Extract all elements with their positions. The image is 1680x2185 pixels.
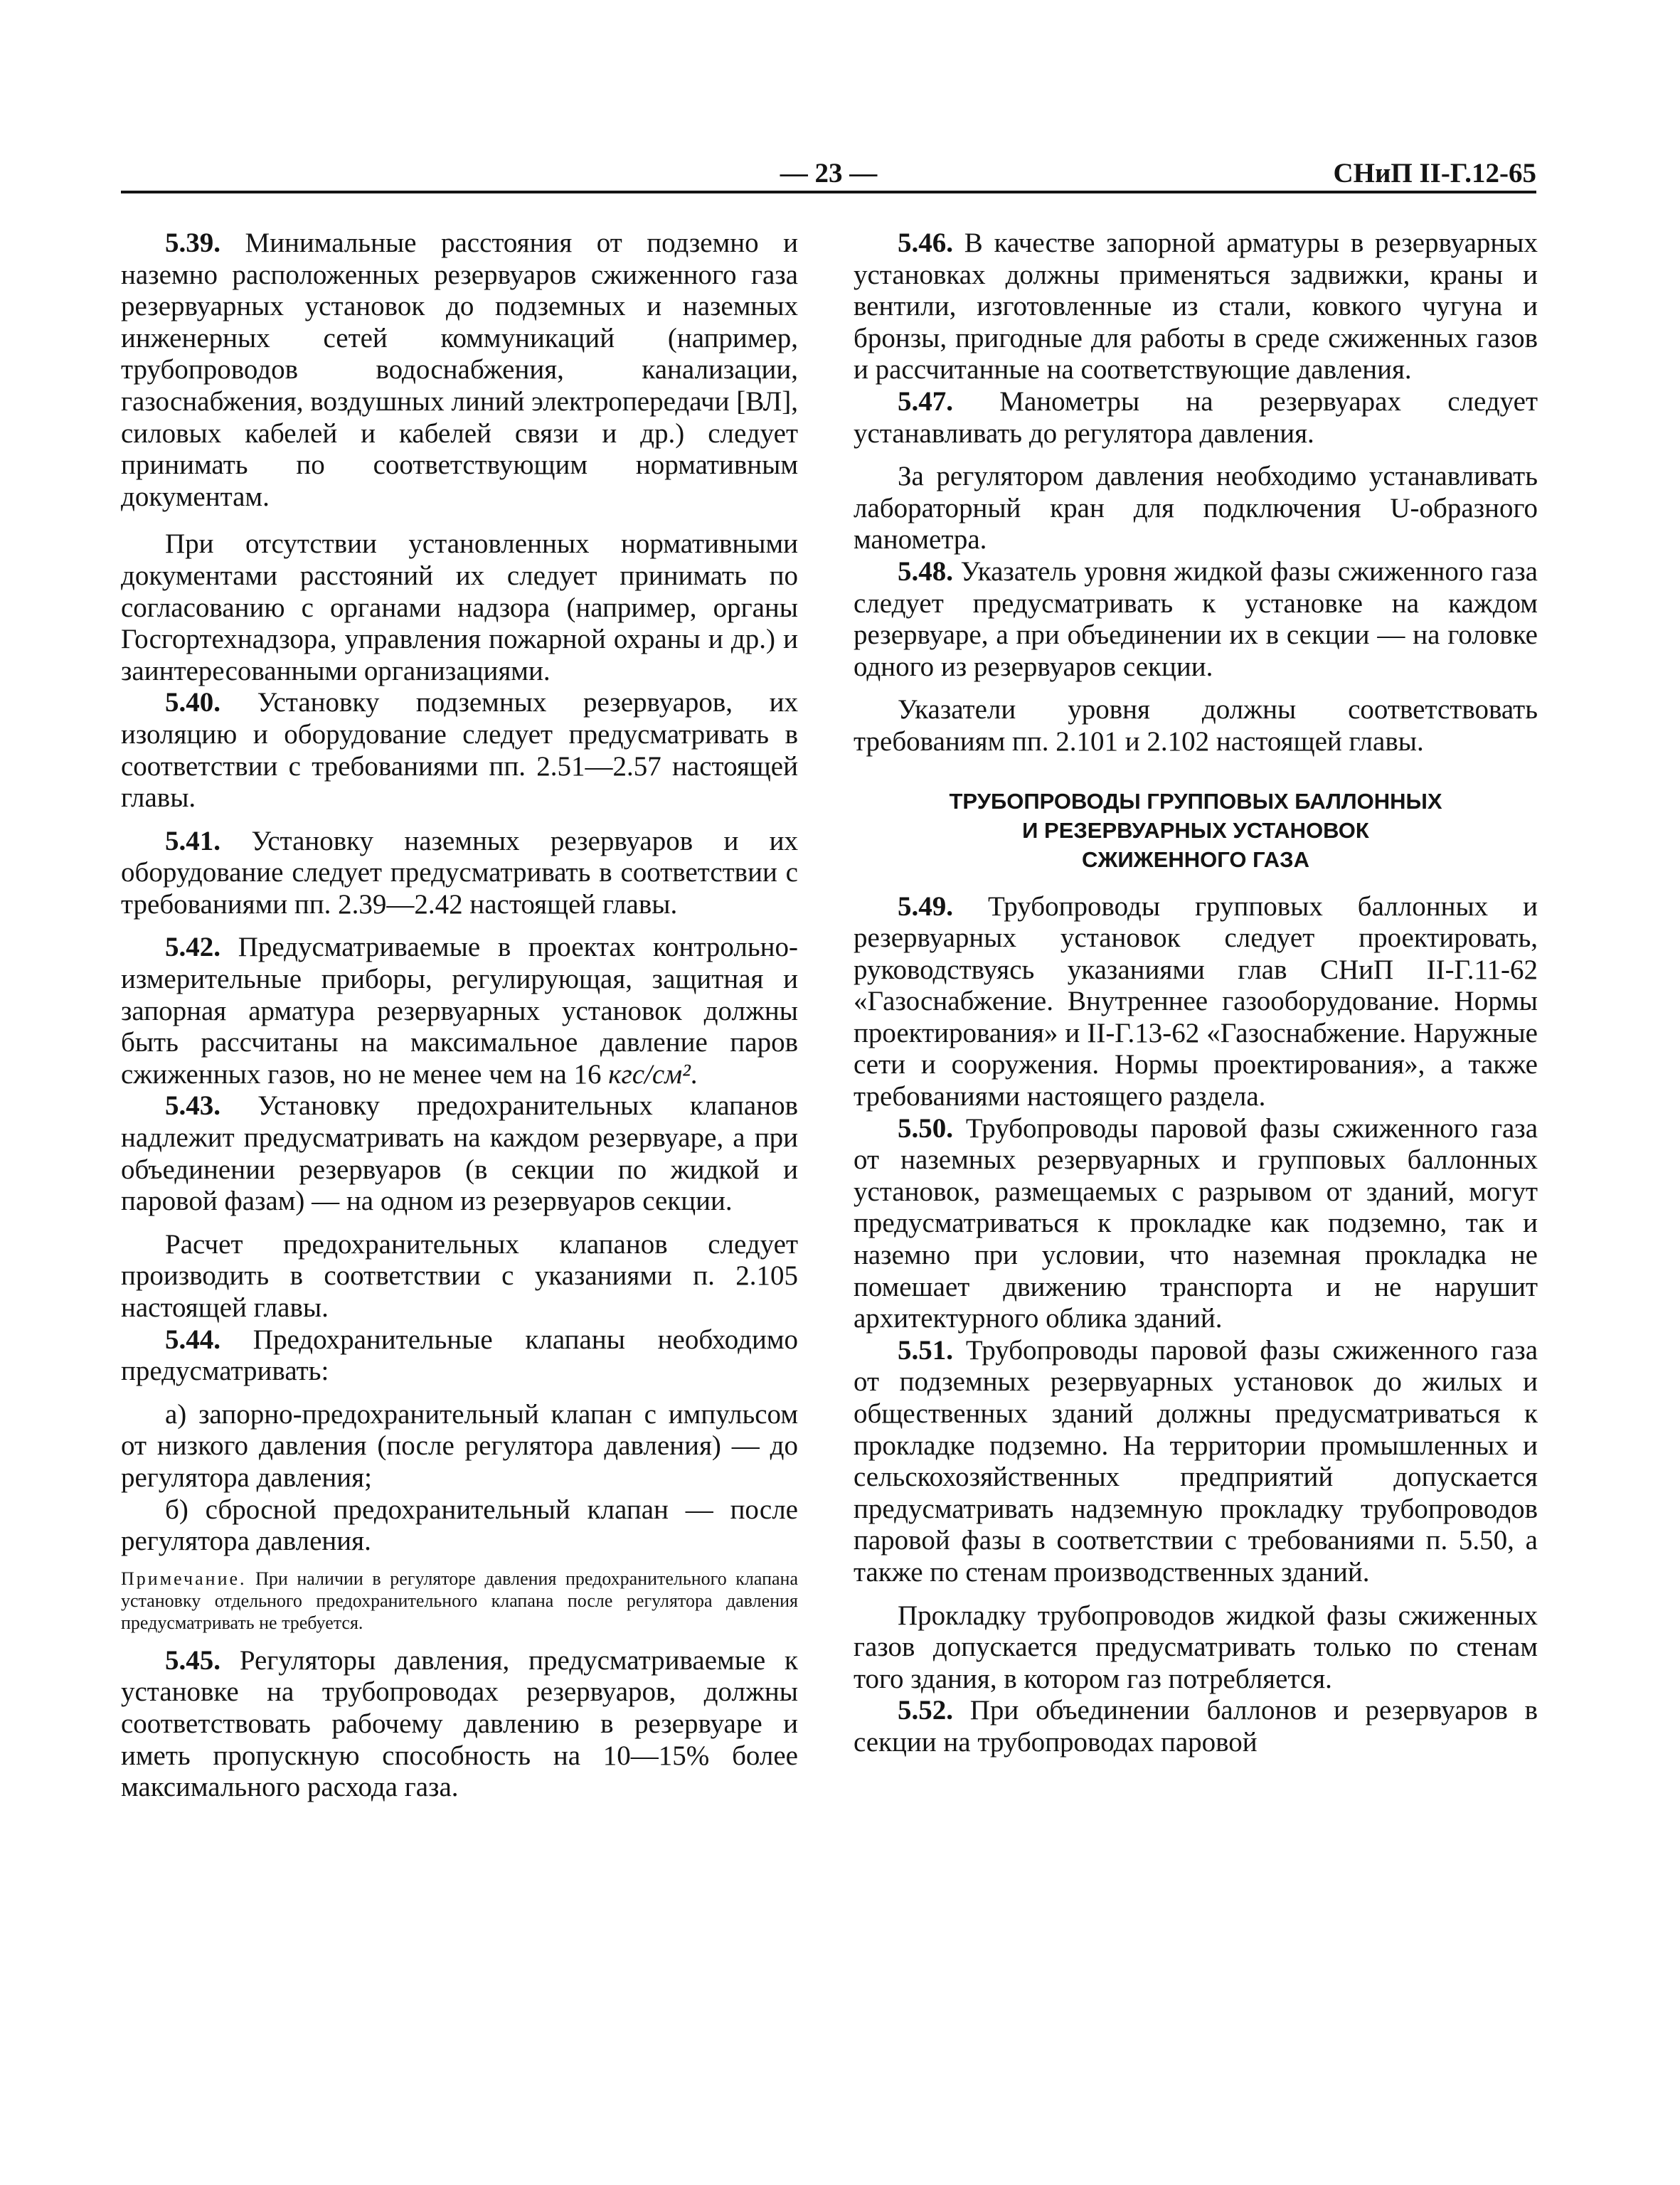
section-heading [854,787,1538,874]
clause-text: Трубопроводы паровой фазы сжиженного газа от подземных резервуарных установок до жилых и общественных зданий должны предусматриваться к прокладке подземно. На территории промышленных и сельскохозяйственных предприятий допускается предусматривать надземную прокладку трубопроводов паровой фазы в соответствии с требованиями п. 5.50, а также по стенам производственных зданий. [854,1334,1538,1588]
clause-number: 5.48. [898,555,953,587]
clause-text: Предохранительные клапаны необходимо предусматривать: [121,1324,798,1387]
clause-5-51 [854,1335,1538,1589]
clause-5-48 [854,556,1538,683]
heading-line: И РЕЗЕРВУАРНЫХ УСТАНОВОК [1022,817,1369,843]
clause-number: 5.50. [898,1112,953,1144]
clause-text: Установку предохранительных клапанов надлежит предусматривать на каждом резервуаре, а при объединении резервуаров (в секции по жидкой и паровой фазам) — на одном из резервуаров секции. [121,1090,798,1217]
clause-number: 5.40. [165,687,220,718]
clause-number: 5.44. [165,1324,220,1355]
right-column [854,228,1538,1759]
page-header [121,155,1536,192]
list-item-b: б) сбросной предохранительный клапан — после регулятора давления. [121,1494,798,1557]
clause-text: При объединении баллонов и резервуаров в секции на трубопроводах паровой [854,1695,1538,1758]
clause-end: . [690,1058,698,1090]
unit-text: кгс/см² [608,1058,691,1090]
clause-text: Установку наземных резервуаров и их оборудование следует предусматривать в соответствии с требованиями пп. 2.39—2.42 настоящей главы. [121,825,798,920]
clause-5-39 [121,228,798,513]
clause-text: Манометры на резервуарах следует устанавливать до регулятора давления. [854,386,1538,449]
clause-number: 5.45. [165,1644,220,1676]
clause-number: 5.39. [165,228,220,258]
header-rule [121,191,1536,193]
clause-5-47 [854,386,1538,450]
clause-number: 5.46. [898,228,953,258]
heading-line: ТРУБОПРОВОДЫ ГРУППОВЫХ БАЛЛОННЫХ [949,788,1442,814]
left-column [121,228,798,1804]
clause-number: 5.51. [898,1334,953,1366]
clause-5-50 [854,1113,1538,1335]
clause-number: 5.43. [165,1090,220,1122]
clause-5-46 [854,228,1538,386]
clause-text: Указатель уровня жидкой фазы сжиженного газа следует предусматривать к установке на каждом резервуаре, а при объединении их в секции — на головке одного из резервуаров секции. [854,555,1538,682]
paragraph: Расчет предохранительных клапанов следует производить в соответствии с указаниями п. 2.105 настоящей главы. [121,1228,798,1323]
note-heading: Примечание. [121,1568,247,1589]
heading-line: СЖИЖЕННОГО ГАЗА [1082,846,1309,872]
clause-number: 5.49. [898,891,953,922]
clause-text: Трубопроводы паровой фазы сжиженного газа от наземных резервуарных и групповых баллонных установок, размещаемых с разрывом от зданий, могут предусматриваться к прокладке как подземно, так и наземно при условии, что наземная прокладка не помешает движению транспорта и не нарушит архитектурного облика зданий. [854,1112,1538,1334]
clause-text: Минимальные расстояния от подземно и наземно расположенных резервуаров сжиженного газа резервуарных установок до подземных и наземных инженерных сетей коммуникаций (например, трубопроводов водоснабжения, канализации, газоснабжения, воздушных линий электропередачи [ВЛ], силовых кабелей и кабелей связи и др.) следует принимать по соответствующим нормативным документам. [121,228,798,512]
paragraph: При отсутствии установленных нормативными документами расстояний их следует принимать по согласованию с органами надзора (например, органы Госгортехнадзора, управления пожарной охраны и др.) и заинтересованными организациями. [121,528,798,686]
clause-5-45 [121,1645,798,1804]
note [121,1568,798,1634]
clause-5-44 [121,1324,798,1388]
clause-text: Установку подземных резервуаров, их изоляцию и оборудование следует предусматривать в соответствии с требованиями пп. 2.51—2.57 настоящей главы. [121,687,798,814]
page-number: — 23 — [780,158,878,188]
clause-5-52 [854,1695,1538,1758]
paragraph: Указатели уровня должны соответствовать требованиям пп. 2.101 и 2.102 настоящей главы. [854,694,1538,757]
clause-number: 5.41. [165,825,220,856]
clause-number: 5.47. [898,386,953,417]
clause-number: 5.42. [165,932,220,963]
clause-text: Регуляторы давления, предусматриваемые к установке на трубопроводах резервуаров, должны соответствовать рабочему давлению в резервуаре и иметь пропускную способность на 10—15% более максимального расхода газа. [121,1644,798,1803]
document-code: СНиП II-Г.12-65 [1333,158,1536,188]
clause-text: В качестве запорной арматуры в резервуарных установках должны применяться задвижки, краны и вентили, изготовленные из стали, ковкого чугуна и бронзы, пригодные для работы в среде сжиженных газов и рассчитанные на соответствующие давления. [854,228,1538,386]
clause-5-41 [121,826,798,921]
clause-5-40 [121,687,798,814]
clause-5-49 [854,891,1538,1113]
clause-5-42 [121,932,798,1090]
clause-5-43 [121,1090,798,1217]
clause-text: Предусматриваемые в проектах контрольно-измерительные приборы, регулирующая, защитная и запорная арматура резервуарных установок должны быть рассчитаны на максимальное давление паров сжиженных газов, но не менее чем на 16 [121,932,798,1090]
clause-text: Трубопроводы групповых баллонных и резервуарных установок следует проектировать, руководствуясь указаниями глав СНиП II-Г.11-62 «Газоснабжение. Внутреннее газооборудование. Нормы проектирования» и II-Г.13-62 «Газоснабжение. Наружные сети и сооружения. Нормы проектирования», а также требованиями настоящего раздела. [854,891,1538,1112]
list-item-a: а) запорно-предохранительный клапан с импульсом от низкого давления (после регулятора давления) — до регулятора давления; [121,1398,798,1493]
clause-number: 5.52. [898,1695,953,1726]
note-text: При наличии в регуляторе давления предохранительного клапана установку отдельного предохранительного клапана после регулятора давления предусматривать не требуется. [121,1568,798,1633]
paragraph: За регулятором давления необходимо устанавливать лабораторный кран для подключения U-образного манометра. [854,461,1538,555]
paragraph: Прокладку трубопроводов жидкой фазы сжиженных газов допускается предусматривать только по стенам того здания, в котором газ потребляется. [854,1600,1538,1694]
